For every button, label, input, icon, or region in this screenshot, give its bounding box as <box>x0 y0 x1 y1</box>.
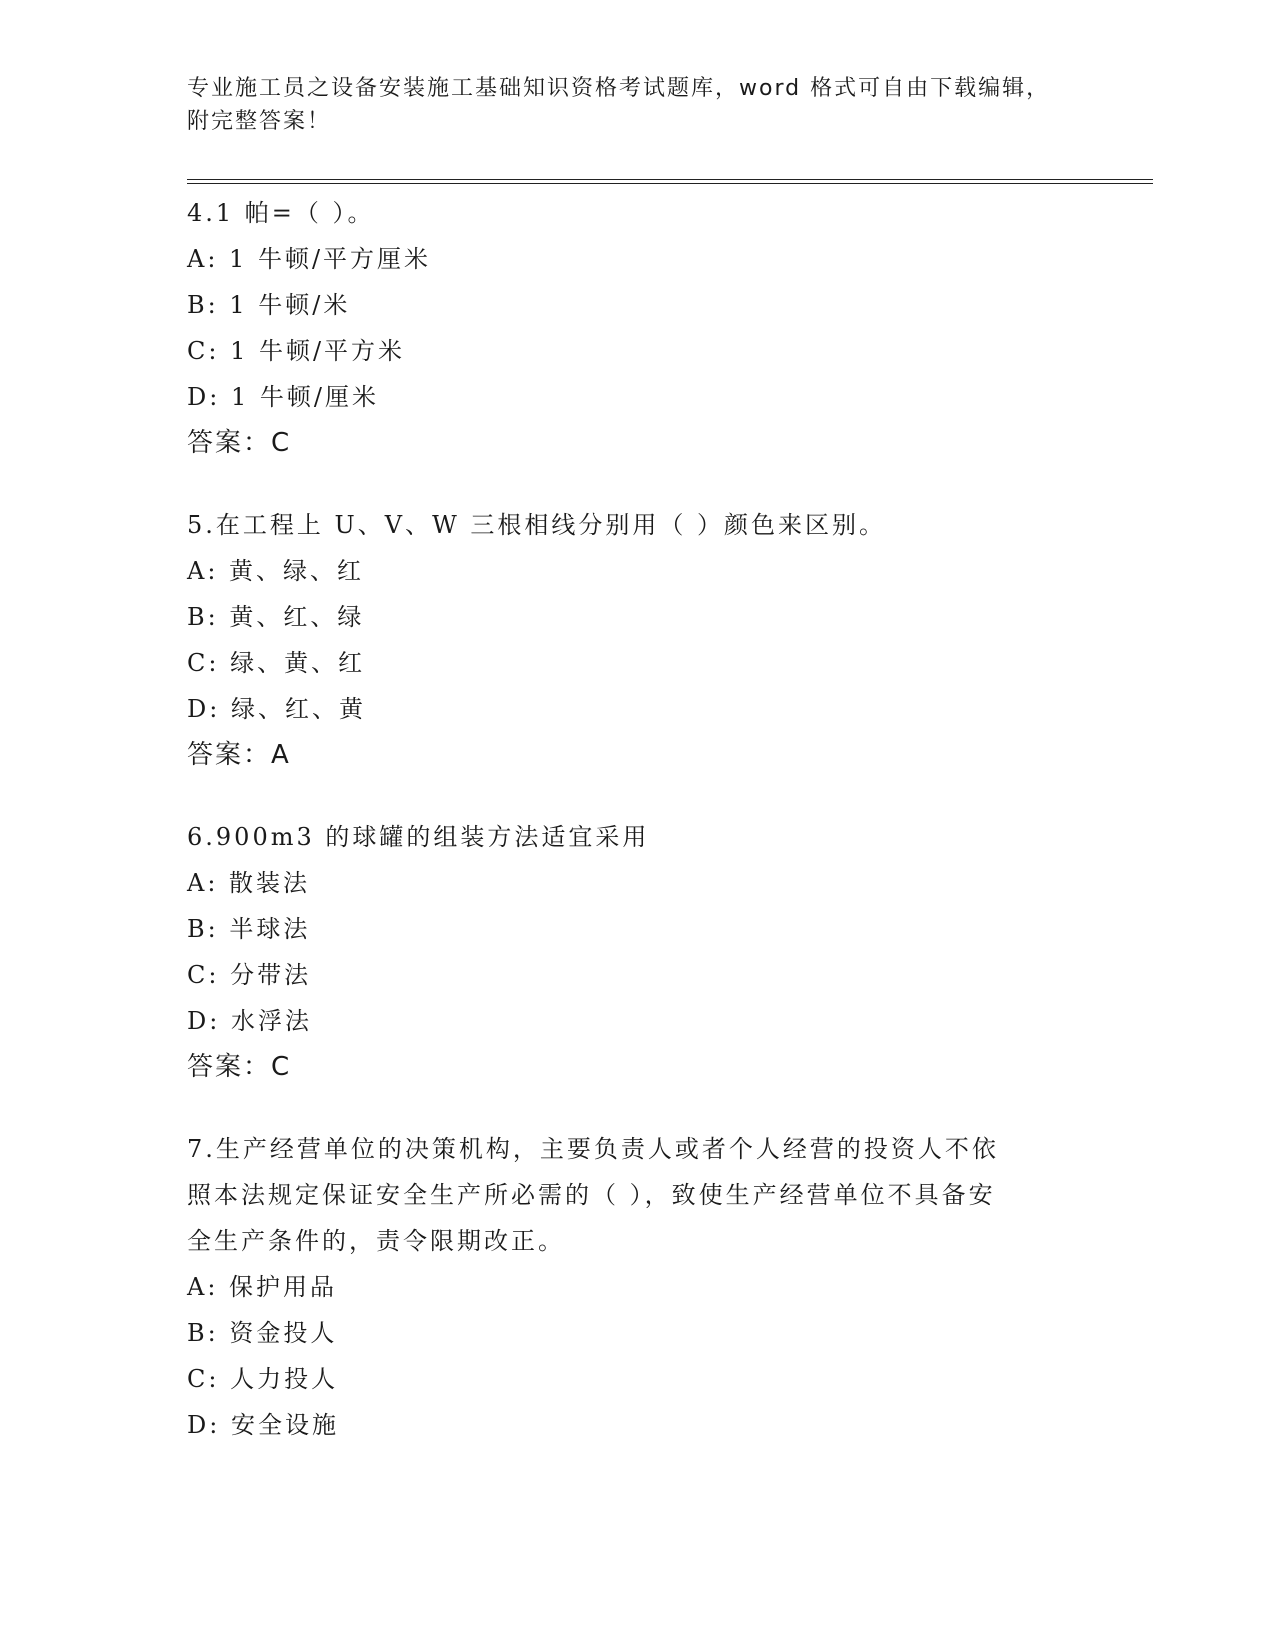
question-stem: 5.在工程上 U、V、W 三根相线分别用（ ）颜色来区别。 <box>187 511 887 539</box>
question-list <box>187 190 1087 1484</box>
header-line-1: 专业施工员之设备安装施工基础知识资格考试题库，word 格式可自由下载编辑， <box>187 76 1051 101</box>
question-stem-line-1: 7.生产经营单位的决策机构，主要负责人或者个人经营的投资人不依 <box>187 1135 999 1163</box>
question-4 <box>187 190 1087 466</box>
option-d: D: 绿、红、黄 <box>187 695 366 723</box>
option-b: B: 黄、红、绿 <box>187 603 365 631</box>
option-b: B: 资金投人 <box>187 1319 338 1347</box>
option-d: D: 安全设施 <box>187 1411 339 1439</box>
option-a: A: 黄、绿、红 <box>187 557 365 585</box>
option-d: D: 水浮法 <box>187 1007 312 1035</box>
header-line-2: 附完整答案！ <box>187 109 332 134</box>
option-a: A: 散装法 <box>187 869 311 897</box>
option-b: B: 1 牛顿/米 <box>187 291 351 319</box>
question-7 <box>187 1126 1087 1448</box>
question-stem-line-2: 照本法规定保证安全生产所必需的（ ），致使生产经营单位不具备安 <box>187 1181 996 1209</box>
question-5 <box>187 502 1087 778</box>
document-header <box>187 72 1067 138</box>
answer: 答案：A <box>187 740 291 770</box>
question-6 <box>187 814 1087 1090</box>
option-a: A: 保护用品 <box>187 1273 338 1301</box>
answer: 答案：C <box>187 428 292 458</box>
option-a: A: 1 牛顿/平方厘米 <box>187 245 432 273</box>
header-divider-top <box>187 179 1153 180</box>
option-b: B: 半球法 <box>187 915 311 943</box>
option-c: C: 人力投人 <box>187 1365 339 1393</box>
header-divider-bottom <box>187 183 1153 184</box>
question-stem: 4.1 帕=（ ）。 <box>187 199 375 227</box>
option-c: C: 分带法 <box>187 961 312 989</box>
question-stem-line-3: 全生产条件的，责令限期改正。 <box>187 1227 565 1255</box>
option-d: D: 1 牛顿/厘米 <box>187 383 379 411</box>
option-c: C: 绿、黄、红 <box>187 649 366 677</box>
answer: 答案：C <box>187 1052 292 1082</box>
option-c: C: 1 牛顿/平方米 <box>187 337 406 365</box>
question-stem: 6.900m3 的球罐的组装方法适宜采用 <box>187 823 650 851</box>
